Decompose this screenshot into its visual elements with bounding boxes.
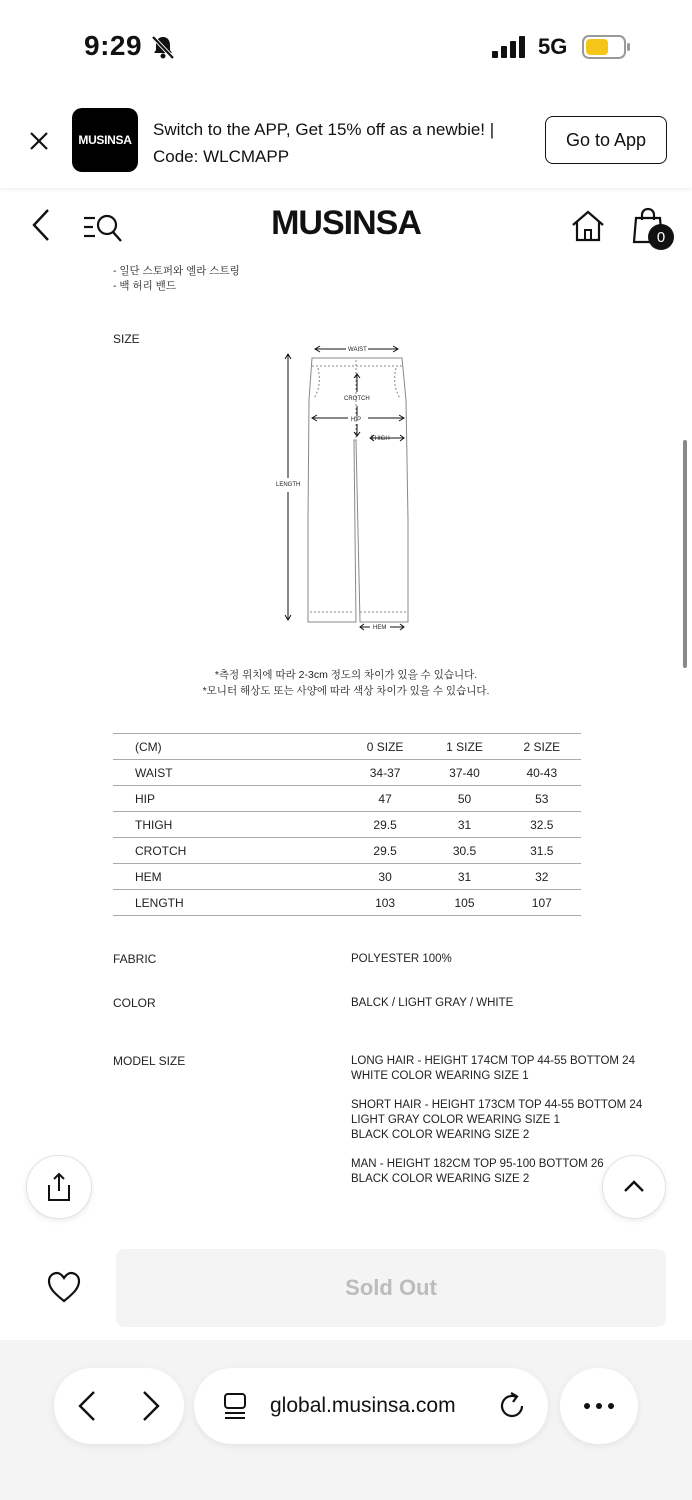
table-cell: 31.5: [503, 838, 581, 864]
table-cell: 34-37: [344, 760, 427, 786]
diagram-label-waist: WAIST: [348, 347, 367, 353]
size-table: [113, 733, 581, 916]
table-header-cell: (CM): [113, 734, 344, 760]
model-size-line: LIGHT GRAY COLOR WEARING SIZE 1: [351, 1114, 560, 1126]
product-notes: [113, 264, 240, 294]
table-header-cell: 1 SIZE: [426, 734, 502, 760]
note-line: *측정 위치에 따라 2-3cm 정도의 차이가 있을 수 있습니다.: [214, 669, 478, 681]
model-size-label: MODEL SIZE: [113, 1054, 186, 1068]
model-size-group: [351, 1157, 604, 1187]
table-cell: 32.5: [503, 812, 581, 838]
table-row: [113, 786, 581, 812]
back-arrow-icon[interactable]: [74, 1388, 100, 1424]
status-time: 9:29: [84, 30, 143, 61]
model-size-group: [351, 1098, 642, 1143]
table-cell: 50: [426, 786, 502, 812]
fabric-label: FABRIC: [113, 952, 157, 966]
cart-count-badge: 0: [648, 224, 674, 250]
table-header-cell: 0 SIZE: [344, 734, 427, 760]
table-cell: 30.5: [426, 838, 502, 864]
diagram-label-thigh: THIGH: [371, 436, 390, 442]
close-icon[interactable]: [26, 128, 52, 154]
pants-measurement-diagram: [270, 340, 430, 640]
home-icon[interactable]: [570, 208, 606, 244]
site-logo[interactable]: MUSINSA: [271, 204, 421, 242]
site-header: [0, 188, 692, 262]
forward-arrow-icon[interactable]: [138, 1388, 164, 1424]
share-button[interactable]: [26, 1155, 92, 1219]
table-cell: HIP: [113, 786, 344, 812]
app-logo: MUSINSA: [72, 108, 138, 172]
table-cell: 31: [426, 864, 502, 890]
model-size-line: MAN - HEIGHT 182CM TOP 95-100 BOTTOM 26: [351, 1158, 604, 1170]
table-cell: 53: [503, 786, 581, 812]
table-cell: 29.5: [344, 812, 427, 838]
table-cell: CROTCH: [113, 838, 344, 864]
note-line: - 일단 스토퍼와 엘라 스트링: [113, 265, 240, 277]
reload-icon[interactable]: [496, 1390, 528, 1422]
table-cell: THIGH: [113, 812, 344, 838]
table-cell: 37-40: [426, 760, 502, 786]
table-header-cell: 2 SIZE: [503, 734, 581, 760]
bell-slash-icon: [150, 34, 176, 60]
table-row: [113, 864, 581, 890]
more-menu-button[interactable]: [560, 1368, 638, 1444]
diagram-label-hem: HEM: [373, 625, 387, 631]
app-banner: [0, 92, 692, 188]
heart-icon[interactable]: [46, 1270, 82, 1304]
scroll-to-top-button[interactable]: [602, 1155, 666, 1219]
signal-icon: [492, 36, 528, 58]
table-cell: 40-43: [503, 760, 581, 786]
model-size-line: LONG HAIR - HEIGHT 174CM TOP 44-55 BOTTOM 24: [351, 1055, 635, 1067]
browser-toolbar: [0, 1340, 692, 1500]
note-line: - 백 허리 밴드: [113, 280, 176, 292]
table-header-row: [113, 734, 581, 760]
table-cell: LENGTH: [113, 890, 344, 916]
table-cell: 103: [344, 890, 427, 916]
fabric-value: POLYESTER 100%: [351, 953, 452, 965]
go-to-app-button[interactable]: Go to App: [545, 116, 667, 164]
model-size-group: [351, 1054, 635, 1084]
table-row: [113, 838, 581, 864]
model-size-line: BLACK COLOR WEARING SIZE 2: [351, 1173, 530, 1185]
reader-icon[interactable]: [222, 1392, 248, 1422]
table-row: [113, 760, 581, 786]
status-bar: [0, 0, 692, 92]
color-value: BALCK / LIGHT GRAY / WHITE: [351, 997, 514, 1009]
table-cell: 30: [344, 864, 427, 890]
battery-icon: [582, 35, 632, 59]
table-cell: 31: [426, 812, 502, 838]
address-bar[interactable]: [194, 1368, 548, 1444]
note-line: *모니터 해상도 또는 사양에 따라 색상 차이가 있을 수 있습니다.: [202, 685, 490, 697]
scrollbar[interactable]: [683, 440, 687, 668]
chevron-up-icon: [620, 1173, 648, 1201]
table-cell: 47: [344, 786, 427, 812]
table-cell: HEM: [113, 864, 344, 890]
table-cell: 107: [503, 890, 581, 916]
table-cell: 29.5: [344, 838, 427, 864]
url-text: global.musinsa.com: [270, 1394, 456, 1417]
network-label: 5G: [538, 34, 568, 59]
table-cell: 105: [426, 890, 502, 916]
color-label: COLOR: [113, 996, 156, 1010]
sold-out-button[interactable]: Sold Out: [116, 1249, 666, 1327]
table-cell: 32: [503, 864, 581, 890]
measurement-notes: [0, 667, 692, 699]
diagram-label-hip: HIP: [351, 417, 362, 423]
diagram-label-length: LENGTH: [276, 482, 301, 488]
table-row: [113, 812, 581, 838]
model-size-line: BLACK COLOR WEARING SIZE 2: [351, 1129, 530, 1141]
share-icon: [43, 1171, 75, 1203]
table-cell: WAIST: [113, 760, 344, 786]
table-row: [113, 890, 581, 916]
size-section-label: SIZE: [113, 332, 140, 346]
browser-nav-group: [54, 1368, 184, 1444]
more-icon: [581, 1401, 617, 1411]
model-size-line: WHITE COLOR WEARING SIZE 1: [351, 1070, 529, 1082]
banner-promo-text: Switch to the APP, Get 15% off as a newbie! | Code: WLCMAPP: [153, 120, 495, 166]
diagram-label-crotch: CROTCH: [344, 396, 370, 402]
model-size-line: SHORT HAIR - HEIGHT 173CM TOP 44-55 BOTTOM 24: [351, 1099, 643, 1111]
